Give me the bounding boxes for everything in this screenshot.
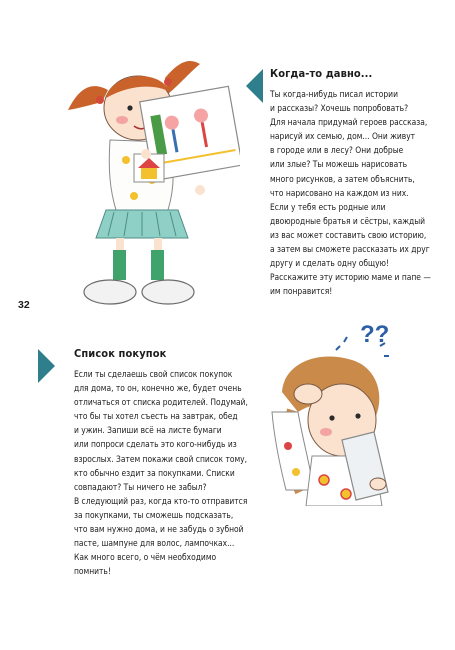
page-number: 32 [18, 299, 30, 311]
question-marks-icon: ?? [360, 321, 390, 348]
section-marker-triangle [246, 69, 263, 103]
section-body-text: Ты когда-нибудь писал истории и рассказы? Хочешь попробовать? Для начала придумай героев рассказа, нарисуй их семью, дом... Они живут в городе или в лесу? Они добрые или злые? Ты можешь нарисовать много рисунков, а затем объяснить, что нарисовано на каждом из них. Если у тебя есть родные или двоюродные братья и сёстры, каждый из вас может составить свою историю, а затем вы сможете рассказать их друг другу и сделать одну общую! Расскажите эту историю маме и папе — им понравится! [270, 89, 431, 297]
section-body-text: Если ты сделаешь свой список покупок для дома, то он, конечно же, будет очень отличаться от списка родителей. Подумай, что бы ты хотел съесть на завтрак, обед и ужин. Запиши всё на листе бумаги или попроси сделать это кого-нибудь из взрослых. Затем покажи свой список тому, кто обычно ездит за покупками. Списки совпадают? Ты ничего не забыл? В следующий раз, когда кто-то отправится за покупками, ты сможешь подсказать, что вам нужно дома, и не забудь о зубной пасте, шампуне для волос, лампочках... Как много всего, о чём необходимо помнить! [74, 369, 248, 577]
section-story [270, 67, 442, 298]
section-heading: Когда-то давно... [270, 67, 373, 80]
section-shopping-list [74, 347, 278, 578]
section-marker-triangle [38, 349, 55, 383]
section-heading: Список покупок [74, 347, 167, 360]
girl-holding-drawing-illustration [50, 50, 240, 320]
thinking-child-illustration [262, 316, 402, 506]
